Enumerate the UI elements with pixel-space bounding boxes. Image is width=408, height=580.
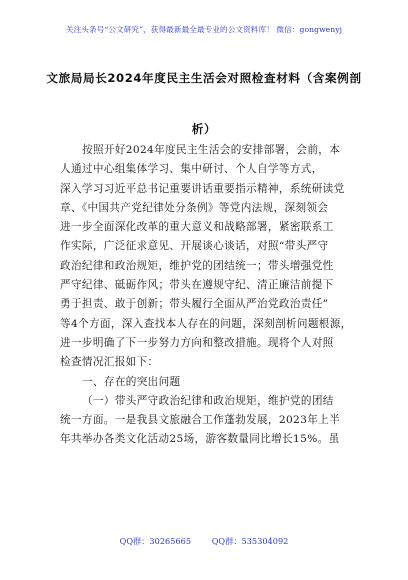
body-line: 政治纪律和政治规矩，维护党的团结统一；带头增强党性 [60,259,334,272]
body-line: （一）带头严守政治纪律和政治规矩，维护党的团结 [82,394,334,407]
document-title-line-2: 析） [191,122,217,136]
body-line: 勇于担责、敢于创新；带头履行全面从严治党政治责任” [60,298,329,311]
body-line: 严守纪律、砥砺作风；带头在遵规守纪、清正廉洁前提下 [60,279,334,292]
body-line: 等4个方面，深入查找本人存在的问题，深刻剖析问题根源， [60,317,352,330]
body-line: 年共举办各类文化活动25场，游客数量同比增长15%。虽 [60,433,340,446]
document-title-line-1: 文旅局局长2024年度民主生活会对照检查材料（含案例剖 [46,71,362,85]
body-line: 章、《中国共产党纪律处分条例》等党内法规，深刻领会 [60,201,329,214]
footer-qq-group-1: QQ群：30265665 [119,536,192,546]
body-line: 进一步明确了下一步努力方向和整改措施。现将个人对照 [60,336,334,349]
body-line: 人通过中心组集体学习、集中研讨、个人自学等方式， [60,163,323,176]
section-heading: 一、存在的突出问题 [82,375,181,388]
body-line: 统一方面。一是我县文旅融合工作蓬勃发展，2023年上半 [60,414,341,427]
header-banner: 关注头条号“公文研究”，获得最新最全最专业的公文资料库！ 微信：gongwenyj [65,25,343,34]
footer-contacts [0,536,408,547]
body-line: 进一步全面深化改革的重大意义和战略部署，紧密联系工 [60,221,334,234]
body-line: 按照开好2024年度民主生活会的安排部署，会前，本 [82,144,341,156]
footer-qq-group-2: QQ群：535304092 [211,536,289,546]
body-line: 深入学习习近平总书记重要讲话重要指示精神，系统研读党 [60,182,345,195]
body-line: 检查情况汇报如下： [60,356,159,369]
document-body [60,141,356,450]
body-line: 作实际，广泛征求意见、开展谈心谈话，对照“带头严守 [60,240,329,253]
